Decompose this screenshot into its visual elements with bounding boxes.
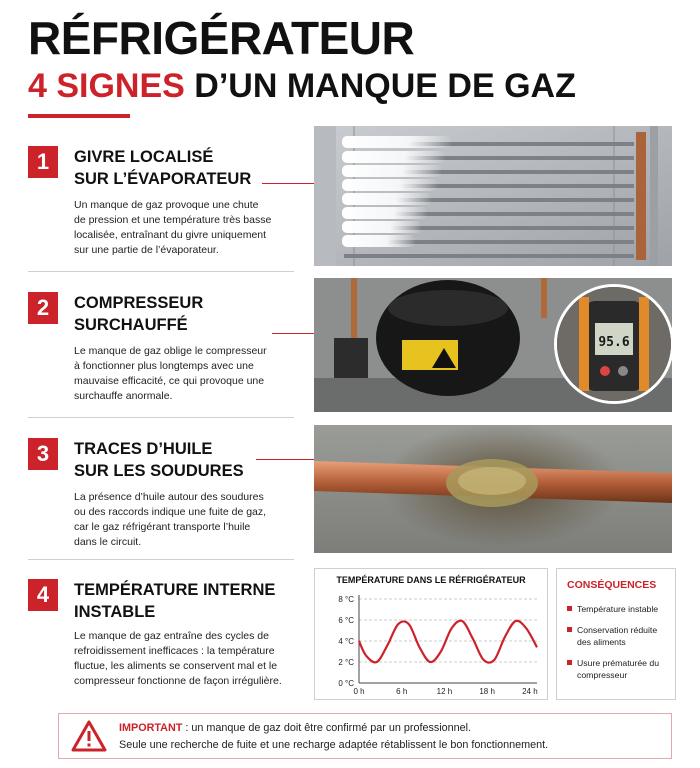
x-tick-label: 6 h (396, 687, 408, 696)
temperature-series-line (359, 621, 537, 663)
y-tick-label: 0 °C (338, 679, 354, 688)
page-title: RÉFRIGÉRATEUR (28, 12, 415, 64)
description-line: sur une partie de l’évaporateur. (74, 244, 219, 256)
important-notice (58, 713, 672, 759)
section-heading (74, 438, 244, 482)
description-line: localisée, entraînant du givre uniquement (74, 229, 267, 241)
description-line: ou des raccords indique une fuite de gaz, (74, 506, 267, 518)
x-tick-label: 24 h (522, 687, 538, 696)
description-line: mauvaise efficacité, ce qui provoque une (74, 375, 265, 387)
section-number: 1 (28, 146, 58, 178)
y-tick-label: 8 °C (338, 595, 354, 604)
description-line: Le manque de gaz entraîne des cycles de (74, 630, 269, 642)
important-line-2: Seule une recherche de fuite et une recharge adaptée rétablissent le bon fonctionnement. (119, 739, 549, 751)
section-divider (28, 417, 294, 418)
evaporator-frost-photo (314, 126, 672, 266)
y-tick-label: 2 °C (338, 658, 354, 667)
section-number: 4 (28, 579, 58, 611)
x-tick-label: 18 h (479, 687, 495, 696)
warning-icon (71, 720, 107, 752)
heading-line: TRACES D’HUILE (74, 440, 213, 458)
consequence-item: Température instable (567, 603, 673, 615)
description-line: compresseur fonctionne de façon irrégulière. (74, 675, 282, 687)
section-heading (74, 292, 203, 336)
description-line: Un manque de gaz provoque une chute (74, 199, 259, 211)
heading-line: SUR LES SOUDURES (74, 462, 244, 480)
section-description (74, 198, 304, 258)
section-heading (74, 579, 275, 623)
y-tick-label: 6 °C (338, 616, 354, 625)
description-line: La présence d’huile autour des soudures (74, 491, 264, 503)
x-tick-label: 0 h (353, 687, 365, 696)
section-description (74, 629, 304, 689)
consequences-list (567, 603, 673, 690)
thermometer-reading: 95.6 (598, 335, 630, 350)
x-tick-label: 12 h (436, 687, 453, 696)
heading-line: INSTABLE (74, 603, 156, 621)
title-underline (28, 114, 130, 118)
consequences-title: CONSÉQUENCES (567, 579, 657, 591)
chart-title: TEMPÉRATURE DANS LE RÉFRIGÉRATEUR (336, 575, 526, 585)
description-line: surchauffe anormale. (74, 390, 173, 402)
section-description (74, 344, 304, 404)
section-divider (28, 271, 294, 272)
y-tick-label: 4 °C (338, 637, 354, 646)
section-number: 3 (28, 438, 58, 470)
subtitle-rest: D’UN MANQUE DE GAZ (184, 67, 576, 105)
heading-line: GIVRE LOCALISÉ (74, 148, 214, 166)
section-number: 2 (28, 292, 58, 324)
description-line: fluctue, les aliments se conservent mal et le (74, 660, 278, 672)
consequences-panel (556, 568, 676, 700)
heading-line: SURCHAUFFÉ (74, 316, 188, 334)
description-line: Le manque de gaz oblige le compresseur (74, 345, 267, 357)
important-text: : un manque de gaz doit être confirmé par un professionnel. (182, 722, 472, 734)
section-heading (74, 146, 251, 190)
heading-line: COMPRESSEUR (74, 294, 204, 312)
section-2 (28, 292, 294, 412)
section-1 (28, 146, 294, 266)
temperature-chart (314, 568, 548, 700)
consequence-item: Conservation réduite des aliments (567, 624, 673, 648)
section-description (74, 490, 304, 550)
thermometer-inset (554, 284, 674, 404)
heading-line: SUR L’ÉVAPORATEUR (74, 170, 252, 188)
heading-line: TEMPÉRATURE INTERNE (74, 581, 276, 599)
section-divider (28, 559, 294, 560)
section-3 (28, 438, 294, 558)
description-line: refroidissement inefficaces : la température (74, 645, 275, 657)
important-label: IMPORTANT (119, 722, 183, 734)
description-line: car le gaz réfrigérant transporte l’huile (74, 521, 251, 533)
important-line-1 (119, 722, 471, 734)
subtitle-highlight: 4 SIGNES (28, 67, 185, 105)
section-4 (28, 579, 294, 699)
page-subtitle (28, 66, 576, 106)
description-line: dans le circuit. (74, 536, 142, 548)
description-line: de pression et une température très basse (74, 214, 272, 226)
consequence-item: Usure prématurée du compresseur (567, 657, 673, 681)
description-line: à fonctionner plus longtemps avec une (74, 360, 254, 372)
chart-plot (315, 569, 547, 699)
oil-weld-photo (314, 425, 672, 553)
